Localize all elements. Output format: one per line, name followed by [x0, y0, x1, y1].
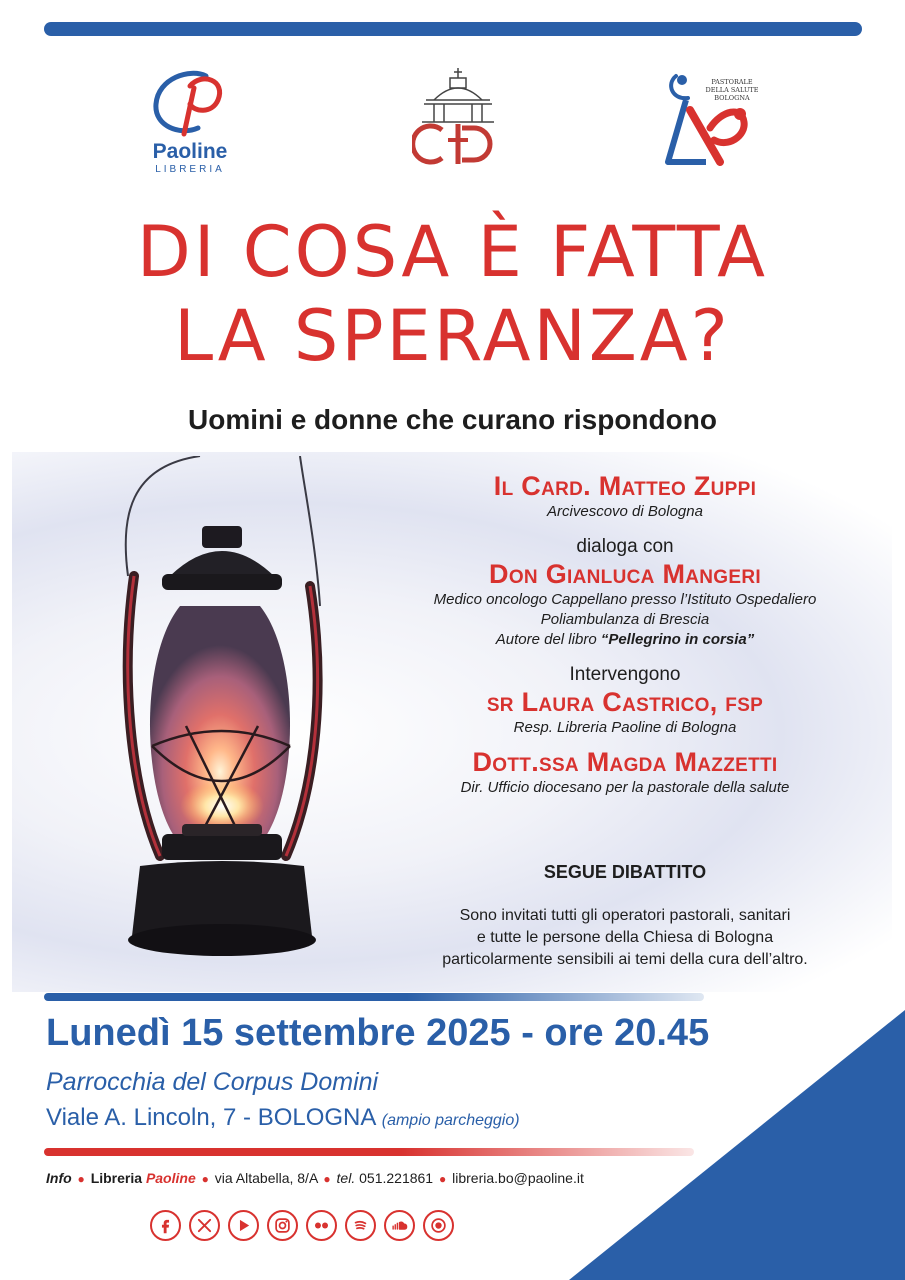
title-line-2: LA SPERANZA? [174, 295, 731, 377]
info-email[interactable]: libreria.bo@paoline.it [452, 1170, 584, 1186]
event-subtitle: Uomini e donne che curano rispondono [188, 404, 717, 435]
book-prefix: Autore del libro [495, 631, 601, 648]
guest-role-line-2: Poliambulanza di Brescia [540, 611, 710, 628]
invitation-text [400, 905, 850, 971]
invite-line-3: particolarmente sensibili ai temi della cura dell’altro. [442, 951, 808, 968]
intervengono-label: Intervengono [569, 664, 681, 685]
lantern-illustration [90, 456, 350, 976]
info-tel-label: tel. [336, 1170, 356, 1186]
instagram-icon[interactable] [267, 1210, 298, 1241]
invite-line-1: Sono invitati tutti gli operatori pastorali, sanitari [459, 907, 791, 924]
info-paoline: Paoline [145, 1170, 196, 1186]
guest-role-line-3 [390, 630, 860, 650]
top-bar [44, 22, 862, 36]
x-icon[interactable] [189, 1210, 220, 1241]
soundcloud-icon[interactable] [384, 1210, 415, 1241]
event-address [46, 1104, 520, 1132]
book-title: “Pellegrino in corsia” [600, 631, 755, 648]
paoline-mark-icon [150, 66, 230, 140]
panelist-2-role: Dir. Ufficio diocesano per la pastorale della salute [460, 779, 790, 796]
info-tel[interactable]: 051.221861 [359, 1170, 434, 1186]
info-label: Info [46, 1170, 72, 1186]
panelist-1-name: sr Laura Castrico, fsp [486, 687, 764, 717]
paoline-sub: LIBRERIA [155, 164, 225, 175]
panelist-1-role: Resp. Libreria Paoline di Bologna [513, 719, 737, 736]
info-street: via Altabella, 8/A [214, 1170, 318, 1186]
lantern-icon [90, 456, 350, 976]
invite-line-2: e tutte le persone della Chiesa di Bologna [476, 929, 774, 946]
info-libreria: Libreria [90, 1170, 143, 1186]
bullet-icon: ● [77, 1172, 85, 1186]
event-date: Lunedì 15 settembre 2025 - ore 20.45 [46, 1012, 710, 1054]
corpus-domini-logo [412, 66, 504, 166]
social-icons [150, 1210, 454, 1241]
main-speaker-name: Il Card. Matteo Zuppi [493, 471, 757, 501]
pastorale-text: PASTORALE DELLA SALUTE BOLOGNA [705, 78, 759, 102]
event-title [0, 210, 905, 378]
main-speaker-role: Arcivescovo di Bologna [547, 503, 703, 520]
divider-blue [44, 993, 704, 1001]
guest-role-line-1: Medico oncologo Cappellano presso l’Istituto Ospedaliero [433, 591, 817, 608]
youtube-icon[interactable] [228, 1210, 259, 1241]
flickr-icon[interactable] [306, 1210, 337, 1241]
guest-speaker-name: Don Gianluca Mangeri [489, 559, 761, 589]
address-note: (ampio parcheggio) [381, 1112, 520, 1129]
church-icon [412, 66, 504, 166]
target-icon[interactable] [423, 1210, 454, 1241]
dialoga-label: dialoga con [576, 536, 674, 557]
event-place: Parrocchia del Corpus Domini [46, 1068, 379, 1096]
spotify-icon[interactable] [345, 1210, 376, 1241]
pastorale-salute-logo [662, 70, 762, 170]
bullet-icon: ● [438, 1172, 447, 1186]
facebook-icon[interactable] [150, 1210, 181, 1241]
address-text: Viale A. Lincoln, 7 - BOLOGNA [46, 1104, 376, 1131]
title-line-1: DI COSA È FATTA [136, 211, 769, 293]
info-line [46, 1170, 584, 1186]
paoline-wordmark: Paoline [152, 140, 228, 163]
panelist-2-name: Dott.ssa Magda Mazzetti [472, 747, 778, 777]
speakers-block [390, 470, 860, 798]
segue-dibattito: SEGUE DIBATTITO [543, 862, 707, 882]
divider-red [44, 1148, 694, 1156]
paoline-logo [150, 66, 230, 176]
bullet-icon: ● [201, 1172, 209, 1186]
bullet-icon: ● [323, 1172, 331, 1186]
